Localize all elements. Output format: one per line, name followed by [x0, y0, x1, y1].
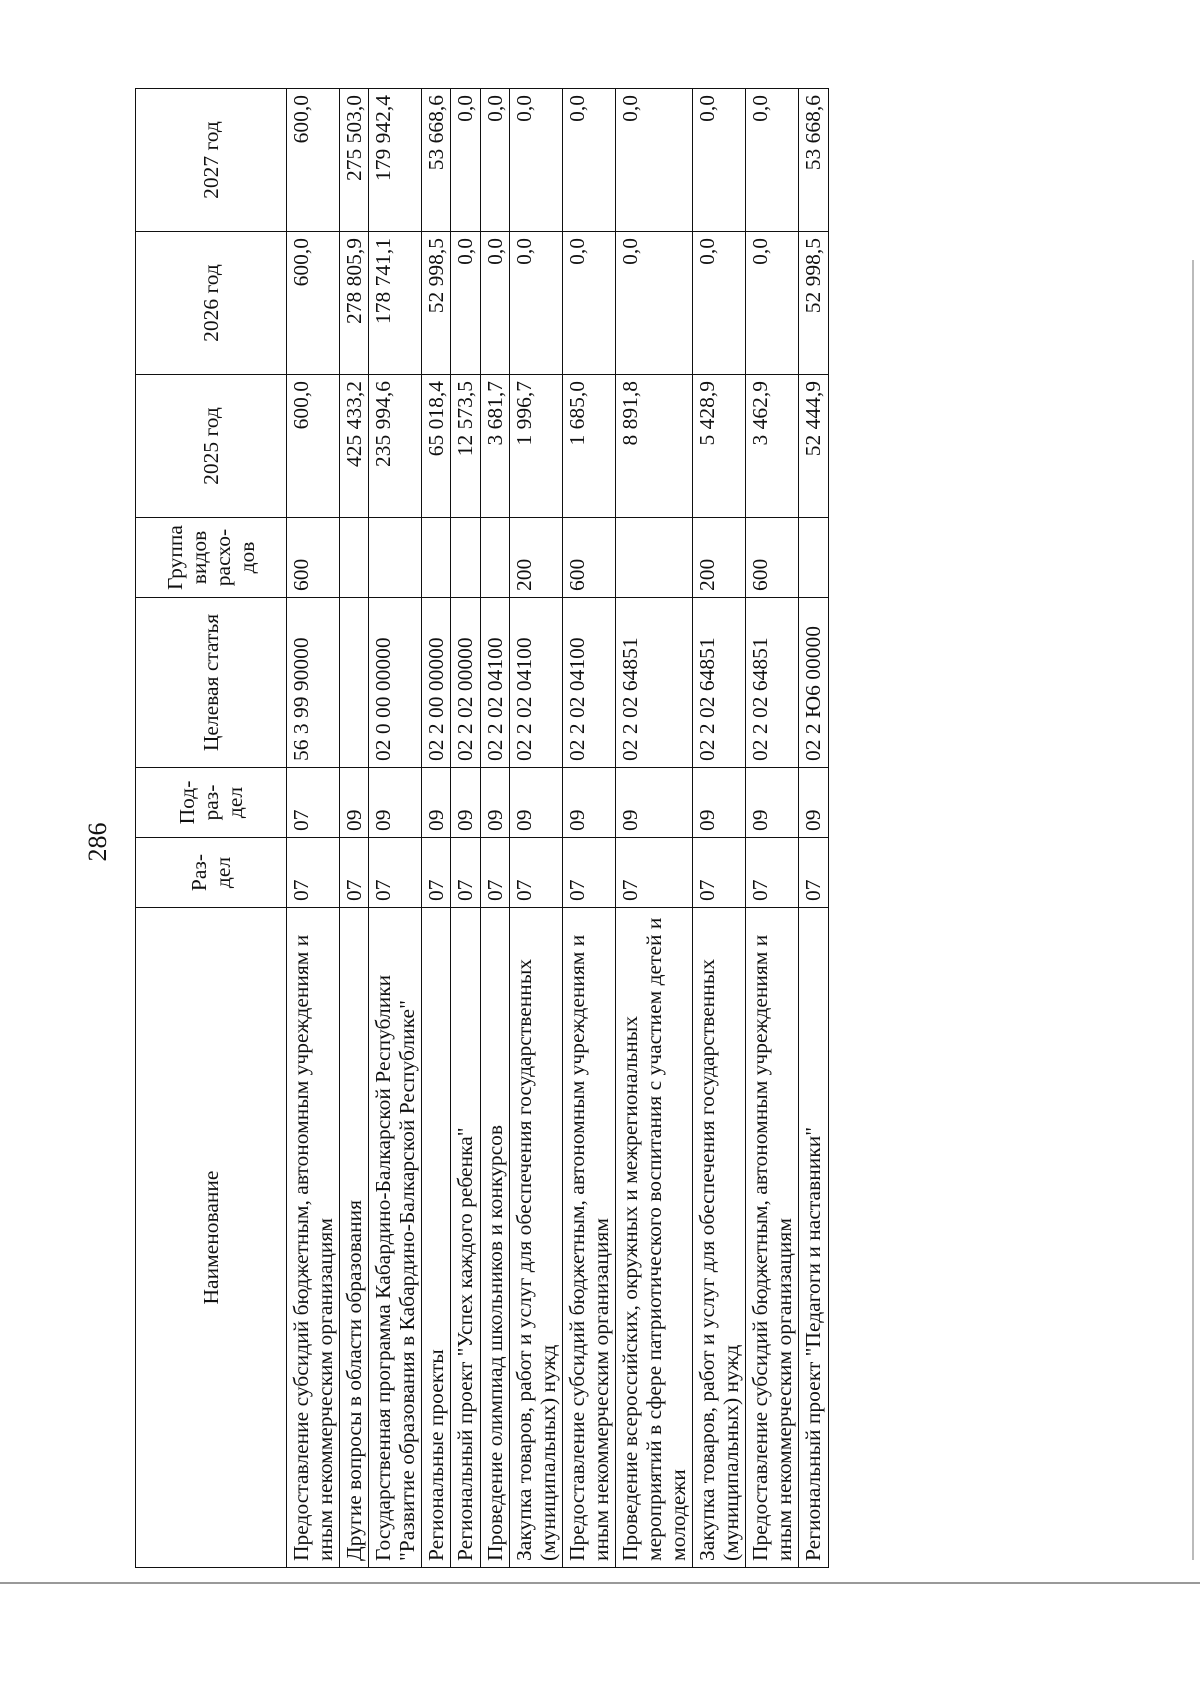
cell-2025: 1 996,7: [509, 375, 562, 518]
cell-2025: 5 428,9: [693, 375, 746, 518]
header-podrazdel: Под-раз-дел: [136, 768, 287, 838]
cell-2027: 0,0: [451, 89, 480, 232]
cell-2025: 600,0: [287, 375, 340, 518]
cell-razdel: 07: [746, 838, 799, 908]
cell-target: 02 2 02 04100: [480, 598, 509, 768]
cell-2026: 0,0: [480, 232, 509, 375]
cell-group: 600: [746, 518, 799, 598]
cell-2025: 52 444,9: [799, 375, 828, 518]
cell-2027: 0,0: [562, 89, 615, 232]
cell-group: [451, 518, 480, 598]
cell-target: 02 2 Ю6 00000: [799, 598, 828, 768]
cell-2025: 425 433,2: [340, 375, 369, 518]
cell-razdel: 07: [562, 838, 615, 908]
cell-2027: 53 668,6: [799, 89, 828, 232]
cell-target: 56 3 99 90000: [287, 598, 340, 768]
cell-name: Закупка товаров, работ и услуг для обеспечения государственных (муниципальных) нужд: [509, 908, 562, 1568]
cell-razdel: 07: [422, 838, 451, 908]
cell-group: [340, 518, 369, 598]
cell-2025: 12 573,5: [451, 375, 480, 518]
cell-razdel: 07: [799, 838, 828, 908]
cell-target: 02 2 02 64851: [615, 598, 692, 768]
cell-razdel: 07: [369, 838, 422, 908]
scan-right-edge: [1192, 260, 1194, 1560]
budget-table: [135, 88, 829, 1568]
cell-name: Проведение всероссийских, окружных и межрегиональных мероприятий в сфере патриотического воспитания с участием детей и молодежи: [615, 908, 692, 1568]
cell-podrazdel: 09: [746, 768, 799, 838]
cell-name: Предоставление субсидий бюджетным, автономным учреждениям и иным некоммерческим организациям: [287, 908, 340, 1568]
cell-razdel: 07: [693, 838, 746, 908]
header-target: Целевая статья: [136, 598, 287, 768]
cell-2026: 0,0: [615, 232, 692, 375]
cell-target: 02 0 00 00000: [369, 598, 422, 768]
cell-2026: 52 998,5: [799, 232, 828, 375]
cell-podrazdel: 09: [422, 768, 451, 838]
cell-2026: 52 998,5: [422, 232, 451, 375]
cell-group: 600: [287, 518, 340, 598]
cell-group: [369, 518, 422, 598]
cell-2026: 278 805,9: [340, 232, 369, 375]
cell-2027: 600,0: [287, 89, 340, 232]
cell-podrazdel: 09: [340, 768, 369, 838]
page-number: 286: [83, 822, 112, 862]
cell-2025: 8 891,8: [615, 375, 692, 518]
cell-2026: 178 741,1: [369, 232, 422, 375]
cell-name: Проведение олимпиад школьников и конкурсов: [480, 908, 509, 1568]
table-row: [615, 89, 692, 1568]
cell-2025: 65 018,4: [422, 375, 451, 518]
cell-group: [799, 518, 828, 598]
cell-target: 02 2 02 00000: [451, 598, 480, 768]
cell-target: 02 2 02 04100: [509, 598, 562, 768]
cell-2027: 0,0: [746, 89, 799, 232]
cell-target: 02 2 02 04100: [562, 598, 615, 768]
cell-razdel: 07: [615, 838, 692, 908]
cell-2026: 0,0: [451, 232, 480, 375]
cell-2027: 0,0: [509, 89, 562, 232]
table-row: [480, 89, 509, 1568]
cell-2025: 1 685,0: [562, 375, 615, 518]
cell-podrazdel: 09: [451, 768, 480, 838]
cell-2026: 0,0: [693, 232, 746, 375]
cell-podrazdel: 09: [369, 768, 422, 838]
cell-podrazdel: 09: [562, 768, 615, 838]
cell-name: Региональные проекты: [422, 908, 451, 1568]
cell-podrazdel: 09: [693, 768, 746, 838]
cell-2025: 235 994,6: [369, 375, 422, 518]
cell-2025: 3 681,7: [480, 375, 509, 518]
cell-2027: 53 668,6: [422, 89, 451, 232]
cell-2027: 275 503,0: [340, 89, 369, 232]
cell-name: Закупка товаров, работ и услуг для обеспечения государственных (муниципальных) нужд: [693, 908, 746, 1568]
table-row: [340, 89, 369, 1568]
cell-name: Предоставление субсидий бюджетным, автономным учреждениям и иным некоммерческим организациям: [746, 908, 799, 1568]
cell-target: 02 2 02 64851: [693, 598, 746, 768]
cell-razdel: 07: [451, 838, 480, 908]
cell-razdel: 07: [509, 838, 562, 908]
header-group: Группа видов расхо-дов: [136, 518, 287, 598]
header-2025: 2025 год: [136, 375, 287, 518]
cell-target: [340, 598, 369, 768]
table-row: [509, 89, 562, 1568]
cell-target: 02 2 00 00000: [422, 598, 451, 768]
cell-name: Предоставление субсидий бюджетным, автономным учреждениям и иным некоммерческим организациям: [562, 908, 615, 1568]
budget-table-container: [135, 88, 945, 1568]
cell-2026: 600,0: [287, 232, 340, 375]
cell-target: 02 2 02 64851: [746, 598, 799, 768]
header-2027: 2027 год: [136, 89, 287, 232]
cell-razdel: 07: [480, 838, 509, 908]
scan-edge-line: [0, 1582, 1200, 1584]
cell-razdel: 07: [340, 838, 369, 908]
cell-name: Другие вопросы в области образования: [340, 908, 369, 1568]
header-name: Наименование: [136, 908, 287, 1568]
table-row: [287, 89, 340, 1568]
cell-name: Региональный проект "Педагоги и наставники": [799, 908, 828, 1568]
header-2026: 2026 год: [136, 232, 287, 375]
cell-name: Государственная программа Кабардино-Балкарской Республики "Развитие образования в Кабардино-Балкарской Республике": [369, 908, 422, 1568]
cell-2027: 0,0: [480, 89, 509, 232]
header-razdel: Раз-дел: [136, 838, 287, 908]
cell-podrazdel: 09: [615, 768, 692, 838]
table-row: [693, 89, 746, 1568]
cell-2026: 0,0: [509, 232, 562, 375]
table-row: [799, 89, 828, 1568]
cell-group: 200: [509, 518, 562, 598]
table-row: [451, 89, 480, 1568]
cell-2026: 0,0: [562, 232, 615, 375]
table-header-row: [136, 89, 287, 1568]
cell-2027: 0,0: [615, 89, 692, 232]
cell-podrazdel: 09: [509, 768, 562, 838]
cell-podrazdel: 09: [799, 768, 828, 838]
table-row: [746, 89, 799, 1568]
table-row: [562, 89, 615, 1568]
cell-name: Региональный проект "Успех каждого ребенка": [451, 908, 480, 1568]
cell-podrazdel: 07: [287, 768, 340, 838]
cell-razdel: 07: [287, 838, 340, 908]
cell-group: 200: [693, 518, 746, 598]
cell-group: 600: [562, 518, 615, 598]
table-row: [369, 89, 422, 1568]
cell-group: [615, 518, 692, 598]
cell-group: [480, 518, 509, 598]
table-row: [422, 89, 451, 1568]
cell-2026: 0,0: [746, 232, 799, 375]
cell-group: [422, 518, 451, 598]
cell-2027: 179 942,4: [369, 89, 422, 232]
cell-2025: 3 462,9: [746, 375, 799, 518]
table-body: [287, 89, 829, 1568]
cell-podrazdel: 09: [480, 768, 509, 838]
cell-2027: 0,0: [693, 89, 746, 232]
